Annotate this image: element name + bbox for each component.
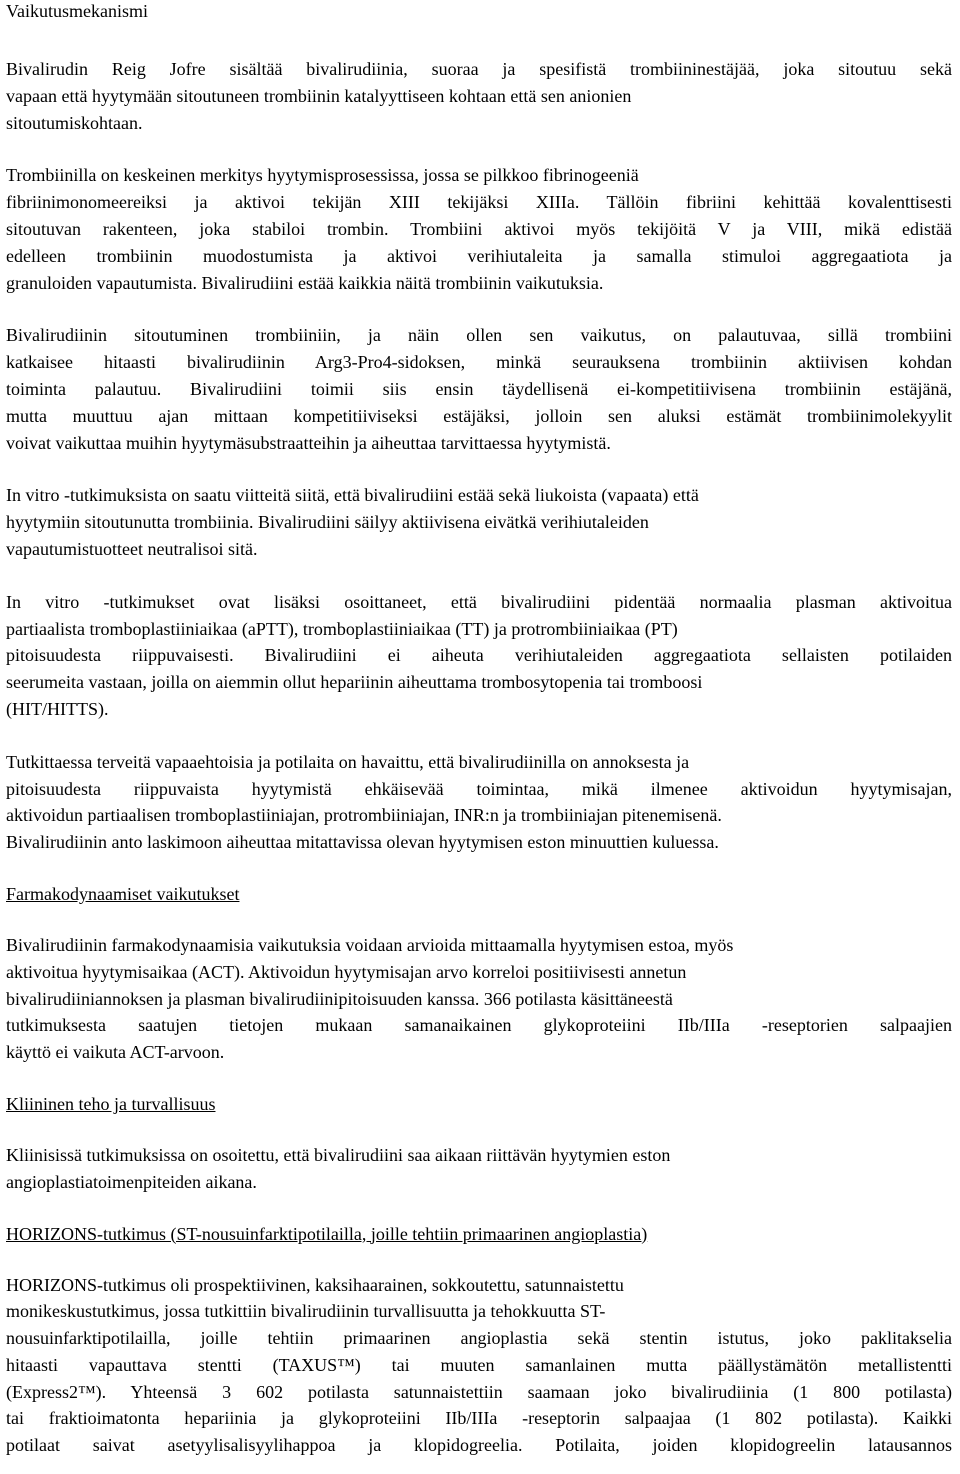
- text-line: sitoutumiskohtaan.: [6, 112, 143, 133]
- text-line: Bivalirudiinin anto laskimoon aiheuttaa mitattavissa olevan hyytymisen eston minuuttien kuluessa.: [6, 832, 719, 853]
- text-line: Bivalirudin Reig Jofre sisältää bivalirudiinia, suoraa ja spesifistä trombiininestäjää, joka sitoutuu sekä: [6, 59, 952, 79]
- text-line: tai fraktioimatonta hepariinia ja glykoproteiini IIb/IIIa -reseptorin salpaajaa (1 802 potilasta). Kaikki: [6, 1408, 952, 1429]
- text-line: partiaalista tromboplastiiniaikaa (aPTT), tromboplastiiniaikaa (TT) ja protrombiiniaikaa (PT): [6, 618, 678, 639]
- text-line: Tutkittaessa terveitä vapaaehtoisia ja potilaita on havaittu, että bivalirudiinilla on annoksesta ja: [6, 751, 690, 772]
- text-line: tutkimuksesta saatujen tietojen mukaan samanaikainen glykoproteiini IIb/IIIa -reseptorien salpaajien: [6, 1015, 952, 1036]
- paragraph-9: [6, 1272, 952, 1460]
- heading-horizons: HORIZONS-tutkimus (ST-nousuinfarktipotilailla, joille tehtiin primaarinen angioplastia): [6, 1223, 648, 1244]
- paragraph-8: [6, 1142, 952, 1196]
- text-line: HORIZONS-tutkimus oli prospektiivinen, kaksihaarainen, sokkoutettu, satunnaistettu: [6, 1274, 624, 1295]
- spacer: [6, 723, 952, 749]
- paragraph-7: [6, 932, 952, 1066]
- paragraph-5: [6, 589, 952, 723]
- text-line: pitoisuudesta riippuvaisesti. Bivalirudiini ei aiheuta verihiutaleiden aggregaatiota sellaisten potilaiden: [6, 645, 952, 666]
- spacer: [6, 1116, 952, 1142]
- text-line: In vitro -tutkimuksista on saatu viitteitä siitä, että bivalirudiini estää sekä liukoista (vapaata) että: [6, 485, 699, 506]
- spacer: [6, 136, 952, 162]
- text-line: seerumeita vastaan, joilla on aiemmin ollut hepariinin aiheuttama trombosytopenia tai tromboosi: [6, 672, 703, 693]
- text-line: edelleen trombiinin muodostumista ja aktivoi verihiutaleita ja samalla stimuloi aggregaatiota ja: [6, 245, 952, 266]
- text-line: pitoisuudesta riippuvaista hyytymistä ehkäisevää toimintaa, mikä ilmenee aktivoidun hyytymisajan,: [6, 778, 952, 799]
- paragraph-2: [6, 162, 952, 296]
- spacer: [6, 1196, 952, 1222]
- text-line: aktivoidun partiaalisen tromboplastiiniajan, protrombiiniajan, INR:n ja trombiiniajan pitenemisenä.: [6, 805, 722, 826]
- text-line: toiminta palautuu. Bivalirudiini toimii siis ensin täydellisenä ei-kompetitiivisena trombiinin estäjänä,: [6, 378, 952, 399]
- document-page: [6, 0, 952, 1459]
- heading-clinical-efficacy: Kliininen teho ja turvallisuus: [6, 1093, 216, 1114]
- text-line: potilaat saivat asetyylisalisyylihappoa ja klopidogreelia. Potilaita, joiden klopidogreelin latausannos: [6, 1435, 952, 1456]
- heading-pharmacodynamics: Farmakodynaamiset vaikutukset: [6, 883, 240, 904]
- text-line: vapautumistuotteet neutralisoi sitä.: [6, 538, 258, 559]
- text-line: Trombiinilla on keskeinen merkitys hyytymisprosessissa, jossa se pilkkoo fibrinogeeniä: [6, 165, 639, 186]
- text-line: katkaisee hitaasti bivalirudiinin Arg3-Pro4-sidoksen, minkä seurauksena trombiinin aktiivisen kohdan: [6, 352, 952, 373]
- text-line: Bivalirudiinin sitoutuminen trombiiniin, ja näin ollen sen vaikutus, on palautuvaa, sillä trombiini: [6, 325, 952, 346]
- spacer: [6, 563, 952, 589]
- heading-mechanism: Vaikutusmekanismi: [6, 1, 148, 21]
- text-line: vapaan että hyytymään sitoutuneen trombiinin katalyyttiseen kohtaan että sen anionien: [6, 85, 632, 106]
- text-line: In vitro -tutkimukset ovat lisäksi osoittaneet, että bivalirudiini pidentää normaalia plasman aktivoitua: [6, 591, 952, 612]
- text-line: granuloiden vapautumista. Bivalirudiini estää kaikkia näitä trombiinin vaikutuksia.: [6, 272, 604, 293]
- text-line: käyttö ei vaikuta ACT-arvoon.: [6, 1042, 225, 1063]
- text-line: voivat vaikuttaa muihin hyytymäsubstraatteihin ja aiheuttaa tarvittaessa hyytymistä.: [6, 432, 611, 453]
- text-line: nousuinfarktipotilailla, joille tehtiin primaarinen angioplastia sekä stentin istutus, joko paklitakselia: [6, 1328, 952, 1349]
- text-line: bivalirudiiniannoksen ja plasman bivalirudiinipitoisuuden kanssa. 366 potilasta käsittäneestä: [6, 988, 673, 1009]
- text-line: Bivalirudiinin farmakodynaamisia vaikutuksia voidaan arvioida mittaamalla hyytymisen estoa, myös: [6, 934, 734, 955]
- text-line: mutta muuttuu ajan mittaan kompetitiiviseksi estäjäksi, jolloin sen aluksi estämät trombiinimolekyylit: [6, 405, 952, 426]
- text-line: (Express2™). Yhteensä 3 602 potilasta satunnaistettiin saamaan joko bivalirudiinia (1 800 potilasta): [6, 1381, 952, 1402]
- text-line: sitoutuvan rakenteen, joka stabiloi trombin. Trombiini aktivoi myös tekijöitä V ja VIII, mikä edistää: [6, 218, 952, 239]
- spacer: [6, 1246, 952, 1272]
- text-line: monikeskustutkimus, jossa tutkittiin bivalirudiinin turvallisuutta ja tehokkuutta ST-: [6, 1301, 606, 1322]
- text-line: hyytymiin sitoutunutta trombiinia. Bivalirudiini säilyy aktiivisena eivätkä verihiutaleiden: [6, 512, 649, 533]
- spacer: [6, 1066, 952, 1092]
- spacer: [6, 856, 952, 882]
- text-line: fibriinimonomeereiksi ja aktivoi tekijän XIII tekijäksi XIIIa. Tällöin fibriini kehittää kovalenttisesti: [6, 192, 952, 213]
- spacer: [6, 296, 952, 322]
- paragraph-1: [6, 56, 952, 136]
- paragraph-6: [6, 749, 952, 856]
- text-line: angioplastiatoimenpiteiden aikana.: [6, 1171, 257, 1192]
- paragraph-3: [6, 322, 952, 456]
- text-line: (HIT/HITTS).: [6, 698, 109, 719]
- spacer: [6, 23, 952, 56]
- spacer: [6, 456, 952, 482]
- spacer: [6, 906, 952, 932]
- text-line: hitaasti vapauttava stentti (TAXUS™) tai muuten samanlainen mutta päällystämätön metallistentti: [6, 1354, 952, 1375]
- paragraph-4: [6, 482, 952, 562]
- text-line: Kliinisissä tutkimuksissa on osoitettu, että bivalirudiini saa aikaan riittävän hyytymien eston: [6, 1144, 671, 1165]
- text-line: aktivoitua hyytymisaikaa (ACT). Aktivoidun hyytymisajan arvo korreloi positiivisesti annetun: [6, 961, 687, 982]
